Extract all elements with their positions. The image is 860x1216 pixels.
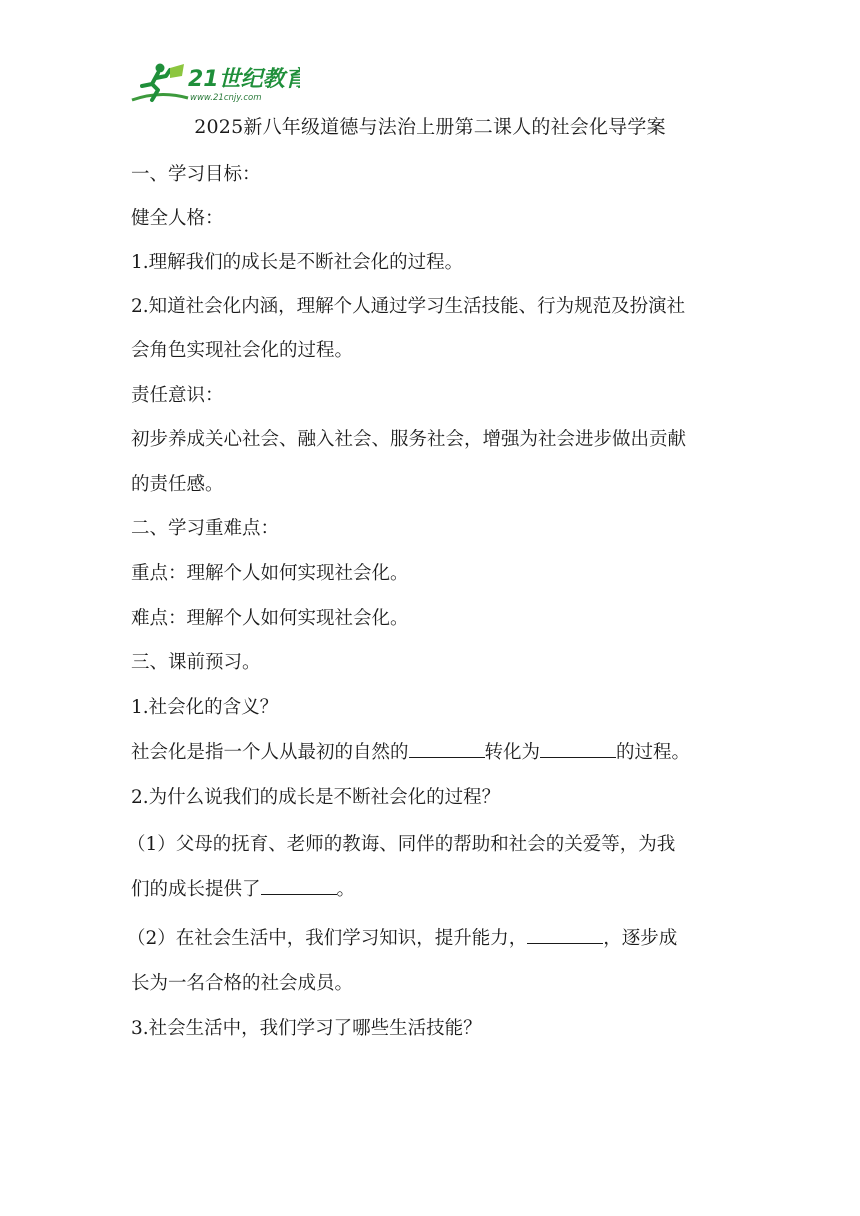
q2-2-text-a: （2）在社会生活中，我们学习知识，提升能力， <box>127 928 528 949</box>
objective-item-2-line2: 会角色实现社会化的过程。 <box>131 340 354 361</box>
q2-1-text-b: 。 <box>336 879 356 900</box>
fill-blank-4[interactable] <box>527 925 603 944</box>
question-2-2-line2: 长为一名合格的社会成员。 <box>131 973 354 994</box>
fill1-text-c: 的过程。 <box>616 742 691 763</box>
question-2-1-line1: （1）父母的抚育、老师的教诲、同伴的帮助和社会的关爱等，为我 <box>127 834 676 855</box>
q2-1-text-a: 们的成长提供了 <box>131 879 261 900</box>
responsibility-text-line2: 的责任感。 <box>131 474 224 495</box>
question-2: 2.为什么说我们的成长是不断社会化的过程？ <box>131 787 501 808</box>
fill-in-socialization-definition <box>131 738 736 768</box>
question-2-2-line1 <box>127 924 732 954</box>
difficult-point: 难点：理解个人如何实现社会化。 <box>131 608 409 629</box>
runner-logo-icon <box>130 60 300 106</box>
fill-blank-1[interactable] <box>409 739 485 758</box>
logo-url-text: www.21cnjy.com <box>190 93 262 103</box>
site-logo <box>130 60 300 106</box>
subheading-personality: 健全人格： <box>131 208 224 229</box>
fill1-text-a: 社会化是指一个人从最初的自然的 <box>131 742 409 763</box>
fill-blank-3[interactable] <box>261 876 337 895</box>
section-heading-key-points: 二、学习重难点： <box>131 518 280 539</box>
objective-item-2-line1: 2.知道社会化内涵，理解个人通过学习生活技能、行为规范及扮演社 <box>131 296 686 317</box>
objective-item-1: 1.理解我们的成长是不断社会化的过程。 <box>131 252 464 273</box>
logo-brand-text: 21世纪教育 <box>188 67 300 92</box>
document-title: 2025新八年级道德与法治上册第二课人的社会化导学案 <box>194 116 666 138</box>
q2-2-text-b: ，逐步成 <box>603 928 678 949</box>
question-2-1-line2 <box>131 875 736 905</box>
question-1: 1.社会化的含义？ <box>131 697 279 718</box>
fill1-text-b: 转化为 <box>484 742 541 763</box>
key-point: 重点：理解个人如何实现社会化。 <box>131 563 409 584</box>
section-heading-preview: 三、课前预习。 <box>131 652 261 673</box>
subheading-responsibility: 责任意识： <box>131 385 224 406</box>
fill-blank-2[interactable] <box>540 739 616 758</box>
section-heading-objectives: 一、学习目标： <box>131 164 261 185</box>
responsibility-text-line1: 初步养成关心社会、融入社会、服务社会，增强为社会进步做出贡献 <box>131 429 687 450</box>
question-3: 3.社会生活中，我们学习了哪些生活技能？ <box>131 1018 482 1039</box>
